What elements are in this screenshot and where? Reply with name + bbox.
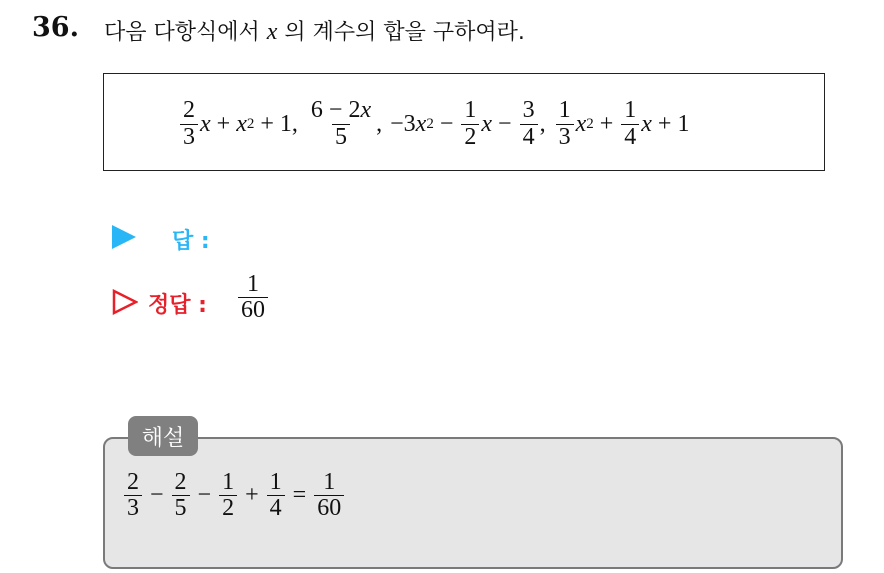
- fraction: $\frac{2}{3}$: [180, 98, 198, 149]
- correct-answer: [236, 272, 270, 323]
- polynomial-list: $\frac{2}{3}$ x + x 2 + 1, $\frac{6 - 2x}{5}$ , −3 x 2 − $\frac{1}{2}$ x − $\frac{3}{4}$ , $\frac{1}{3}$ x 2 + $\frac{1}{4}$ x + 1: [178, 94, 689, 154]
- question-text-after: 의 계수의 합을 구하여라.: [284, 20, 525, 45]
- correct-label: 정답 :: [148, 293, 207, 318]
- correct-answer-fraction: $\frac{1}{60}$: [238, 272, 268, 323]
- correct-play-outline-icon: [112, 289, 138, 315]
- fraction: $\frac{1}{2}$: [461, 98, 479, 149]
- polynomial-box: [103, 73, 825, 171]
- answer-label: 답 :: [172, 229, 210, 254]
- question-text: [104, 15, 525, 46]
- fraction: $\frac{1}{3}$: [556, 98, 574, 149]
- explanation-fraction-1: $\frac{2}{3}$: [124, 470, 142, 521]
- explanation-fraction-4: $\frac{1}{4}$: [267, 470, 285, 521]
- answer-play-icon: [112, 225, 136, 249]
- question-variable: x: [266, 19, 278, 45]
- explanation-fraction-2: $\frac{2}{5}$: [172, 470, 190, 521]
- explanation-fraction-3: $\frac{1}{2}$: [219, 470, 237, 521]
- fraction: $\frac{6 - 2x}{5}$: [310, 97, 372, 150]
- question-number: 36.: [32, 12, 79, 43]
- explanation-tab: 해설: [128, 416, 198, 456]
- explanation-result: $\frac{1}{60}$: [314, 470, 344, 521]
- fraction: $\frac{1}{4}$: [621, 98, 639, 149]
- question-text-before: 다음 다항식에서: [104, 20, 260, 45]
- explanation-equation: $\frac{2}{3}$ − $\frac{2}{5}$ − $\frac{1}{2}$ + $\frac{1}{4}$ = $\frac{1}{60}$: [122, 470, 346, 521]
- fraction: $\frac{3}{4}$: [520, 98, 538, 149]
